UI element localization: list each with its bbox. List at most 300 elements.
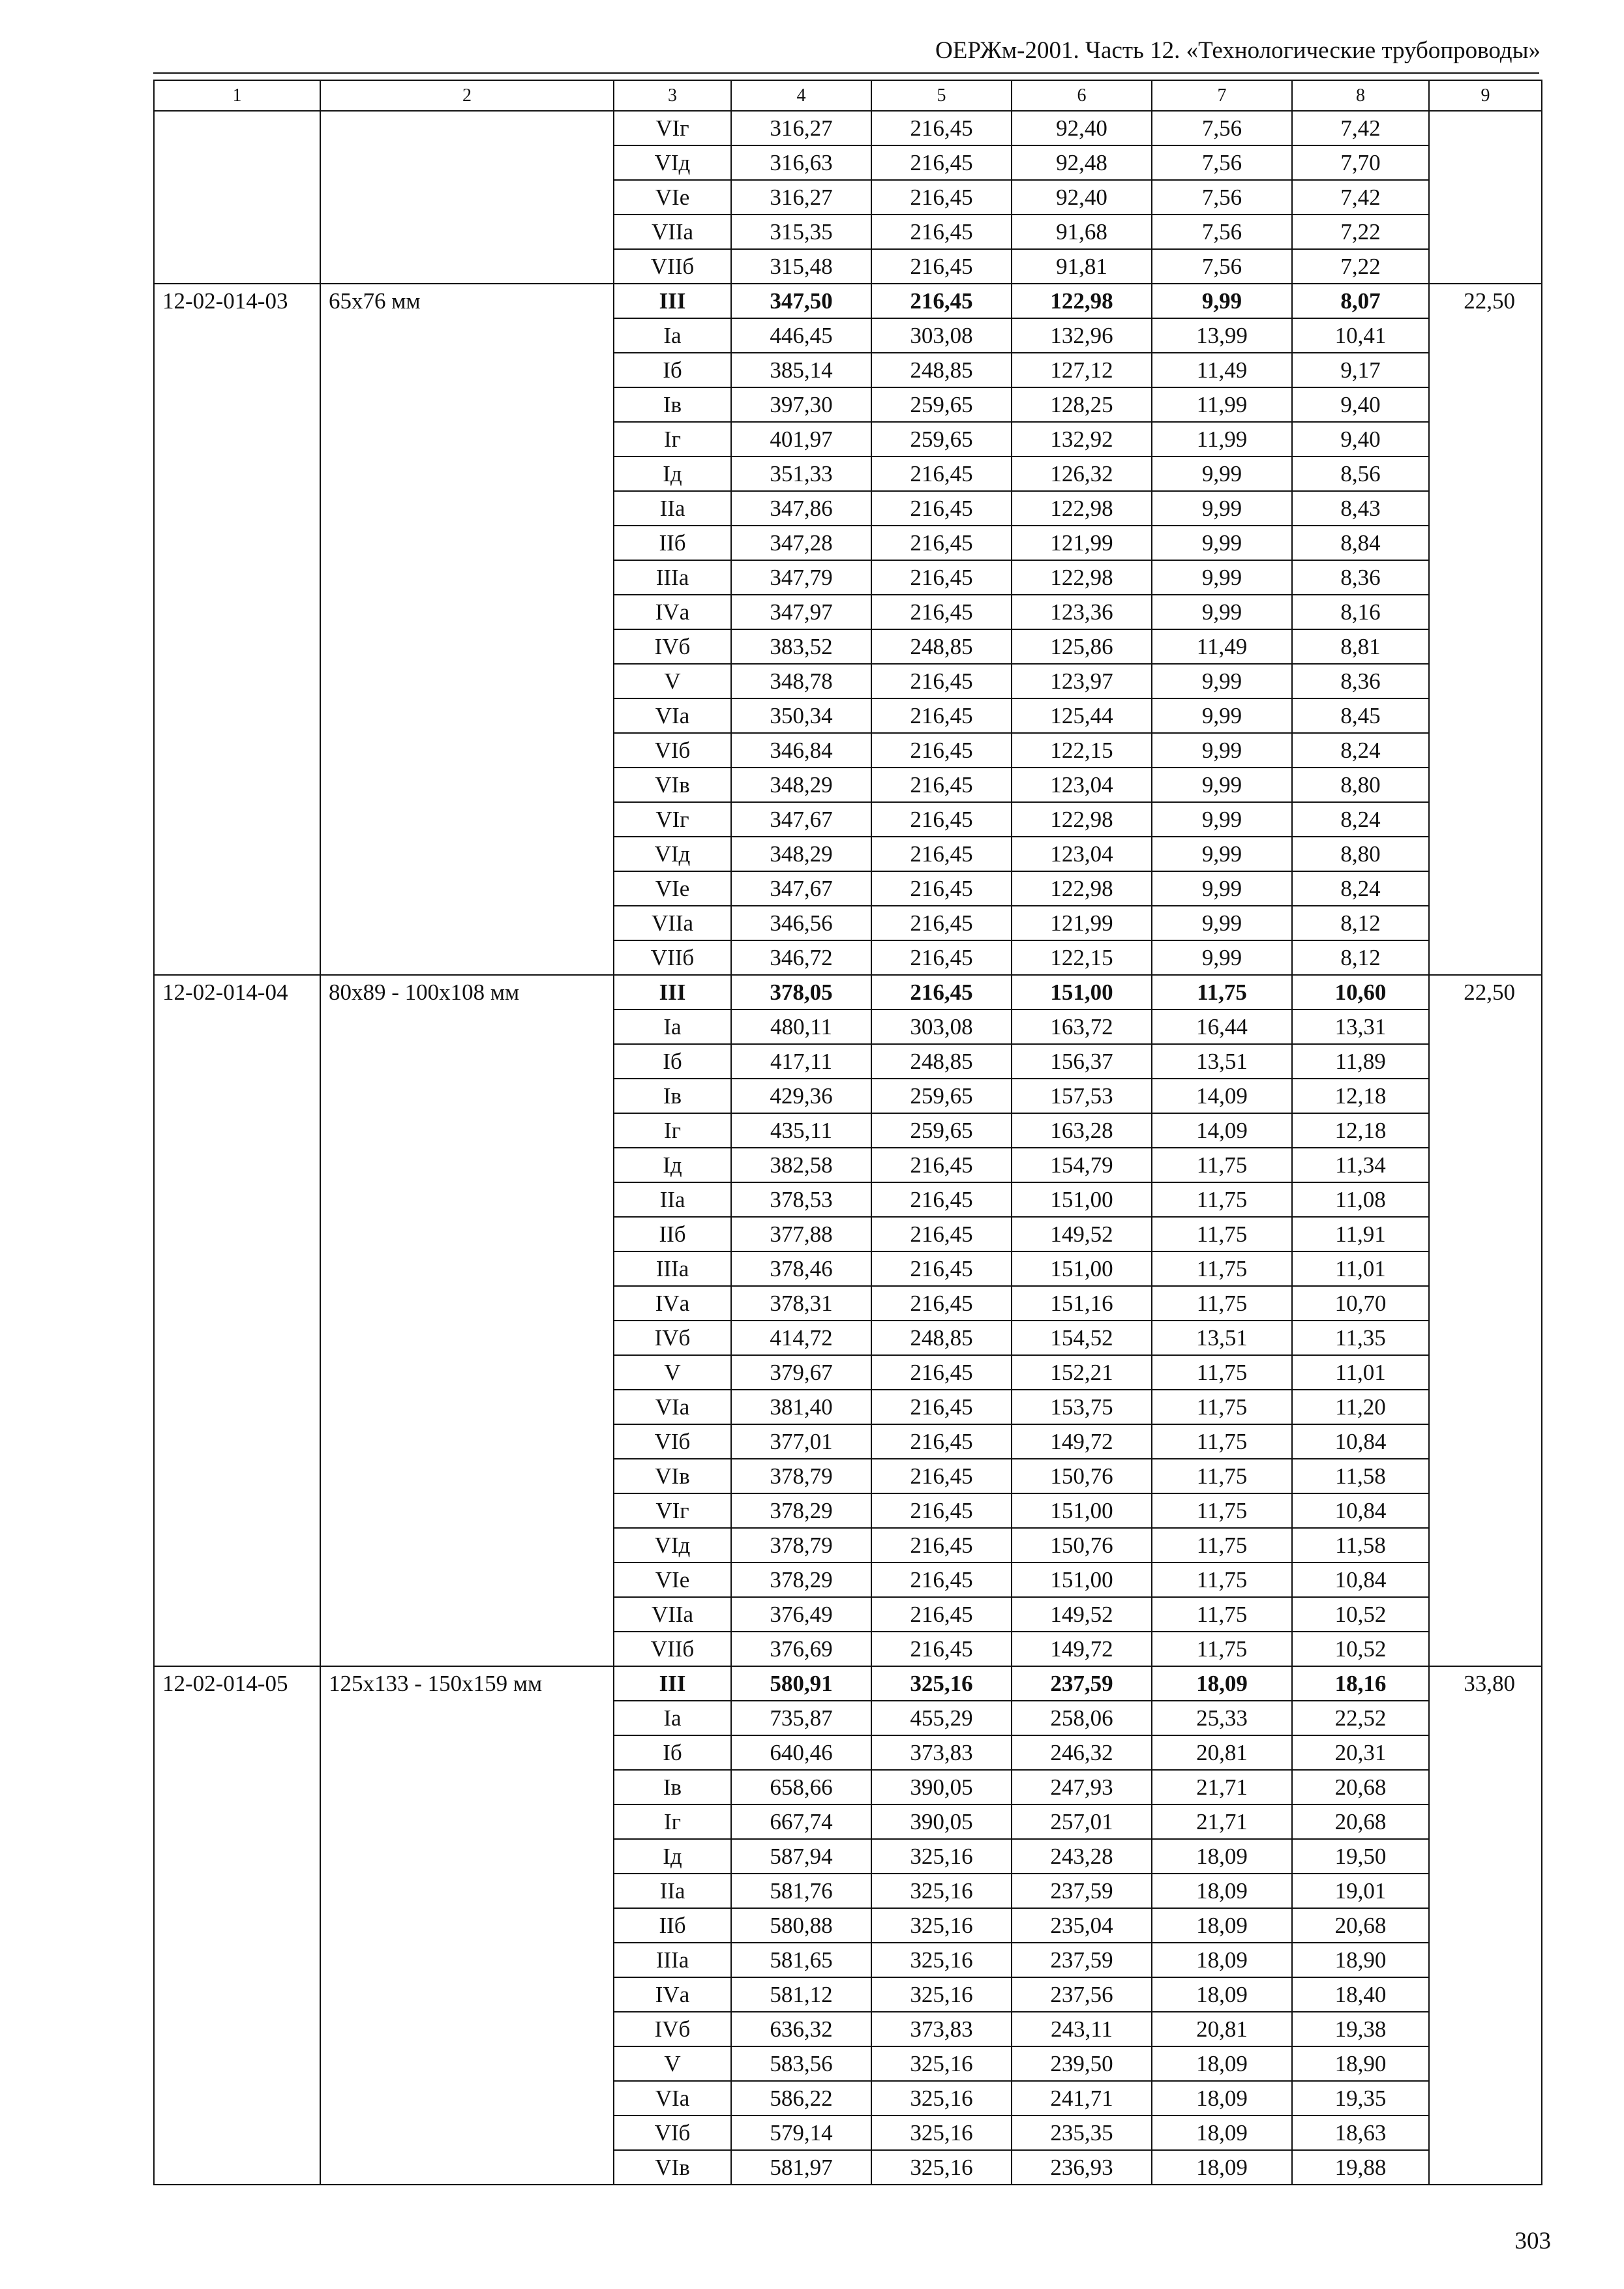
table-cell: 316,27	[731, 180, 871, 215]
table-cell: 216,45	[871, 215, 1012, 249]
table-cell: 316,63	[731, 145, 871, 180]
table-cell: 19,50	[1292, 1839, 1429, 1874]
table-cell: 8,07	[1292, 284, 1429, 318]
table-cell: 580,88	[731, 1908, 871, 1943]
table-cell: Iд	[614, 456, 731, 491]
table-cell: 18,16	[1292, 1666, 1429, 1701]
table-cell: 151,00	[1012, 1251, 1152, 1286]
table-cell: 7,56	[1152, 215, 1292, 249]
table-cell: 216,45	[871, 698, 1012, 733]
table-cell: 11,58	[1292, 1459, 1429, 1493]
table-cell: 125,86	[1012, 629, 1152, 664]
table-cell: 385,14	[731, 353, 871, 387]
table-cell: 216,45	[871, 1563, 1012, 1597]
table-cell: 8,36	[1292, 560, 1429, 595]
column-number: 5	[871, 80, 1012, 111]
table-cell: 347,86	[731, 491, 871, 526]
table-cell: V	[614, 1355, 731, 1390]
table-cell: 149,52	[1012, 1597, 1152, 1632]
table-cell: 121,99	[1012, 526, 1152, 560]
table-cell: 149,72	[1012, 1632, 1152, 1666]
table-cell: 348,78	[731, 664, 871, 698]
table-cell: 163,72	[1012, 1010, 1152, 1044]
table-cell: 315,35	[731, 215, 871, 249]
table-cell: 237,59	[1012, 1874, 1152, 1908]
table-cell: 12,18	[1292, 1079, 1429, 1113]
table-cell: 126,32	[1012, 456, 1152, 491]
table-cell: 13,51	[1152, 1321, 1292, 1355]
table-cell: VIа	[614, 1390, 731, 1424]
table-cell: 216,45	[871, 871, 1012, 906]
table-cell: 325,16	[871, 2150, 1012, 2185]
table-cell: 151,00	[1012, 975, 1152, 1010]
table-cell: 122,98	[1012, 871, 1152, 906]
table-cell: 216,45	[871, 1355, 1012, 1390]
table-cell: 435,11	[731, 1113, 871, 1148]
table-cell: 154,79	[1012, 1148, 1152, 1182]
table-cell: 325,16	[871, 1977, 1012, 2012]
table-cell: 248,85	[871, 629, 1012, 664]
table-cell: Iд	[614, 1839, 731, 1874]
table-cell: 325,16	[871, 1666, 1012, 1701]
table-cell: 11,58	[1292, 1528, 1429, 1563]
table-cell: 376,69	[731, 1632, 871, 1666]
table-cell: 586,22	[731, 2081, 871, 2116]
table-cell: 480,11	[731, 1010, 871, 1044]
rates-table-body	[154, 80, 1542, 2185]
table-cell: VIIа	[614, 215, 731, 249]
table-cell: Iв	[614, 387, 731, 422]
table-cell: 19,88	[1292, 2150, 1429, 2185]
table-cell: 8,12	[1292, 906, 1429, 940]
table-row	[154, 1666, 1542, 1701]
table-cell: 216,45	[871, 456, 1012, 491]
table-cell: 243,28	[1012, 1839, 1152, 1874]
table-cell: 236,93	[1012, 2150, 1152, 2185]
table-cell: 11,99	[1152, 387, 1292, 422]
table-cell: 378,05	[731, 975, 871, 1010]
table-cell: IIа	[614, 1874, 731, 1908]
table-cell: 216,45	[871, 1424, 1012, 1459]
table-cell: 667,74	[731, 1804, 871, 1839]
table-cell: 11,35	[1292, 1321, 1429, 1355]
table-cell: IIб	[614, 1217, 731, 1251]
table-cell: 587,94	[731, 1839, 871, 1874]
table-cell: 92,40	[1012, 180, 1152, 215]
rates-table	[153, 80, 1542, 2185]
table-cell: 9,99	[1152, 768, 1292, 802]
table-cell: 11,75	[1152, 1459, 1292, 1493]
table-cell: 132,92	[1012, 422, 1152, 456]
table-cell: III	[614, 975, 731, 1010]
table-cell: Iб	[614, 353, 731, 387]
table-cell: IIа	[614, 491, 731, 526]
table-cell: Iг	[614, 1113, 731, 1148]
table-cell: 156,37	[1012, 1044, 1152, 1079]
table-cell: 18,09	[1152, 1666, 1292, 1701]
table-cell: 581,65	[731, 1943, 871, 1977]
document-header-title: ОЕРЖм-2001. Часть 12. «Технологические трубопроводы»	[935, 37, 1541, 64]
pipe-size: 80х89 - 100х108 мм	[320, 975, 614, 1666]
table-cell: 216,45	[871, 1597, 1012, 1632]
table-cell: 348,29	[731, 837, 871, 871]
table-cell: 123,04	[1012, 837, 1152, 871]
table-cell: 373,83	[871, 1735, 1012, 1770]
table-cell: 247,93	[1012, 1770, 1152, 1804]
table-cell: VIв	[614, 768, 731, 802]
table-cell: 9,99	[1152, 560, 1292, 595]
table-cell: VIг	[614, 111, 731, 145]
table-cell: 8,12	[1292, 940, 1429, 975]
table-cell: 401,97	[731, 422, 871, 456]
pipe-size: 65х76 мм	[320, 284, 614, 975]
table-cell: 373,83	[871, 2012, 1012, 2046]
table-cell: 378,31	[731, 1286, 871, 1321]
table-cell: VIв	[614, 1459, 731, 1493]
table-cell: 259,65	[871, 387, 1012, 422]
table-cell: 10,84	[1292, 1563, 1429, 1597]
col9-value: 33,80	[1429, 1666, 1542, 2185]
table-cell: 216,45	[871, 1459, 1012, 1493]
table-cell: 237,59	[1012, 1666, 1152, 1701]
table-cell: 18,09	[1152, 1977, 1292, 2012]
table-cell: 8,24	[1292, 733, 1429, 768]
table-cell: 429,36	[731, 1079, 871, 1113]
table-cell: 11,75	[1152, 1563, 1292, 1597]
table-cell: 378,79	[731, 1459, 871, 1493]
table-cell: 21,71	[1152, 1804, 1292, 1839]
table-cell: VIб	[614, 2116, 731, 2150]
table-cell: 13,99	[1152, 318, 1292, 353]
table-cell: 350,34	[731, 698, 871, 733]
table-cell: IVа	[614, 1286, 731, 1321]
table-cell: 25,33	[1152, 1701, 1292, 1735]
table-cell: 325,16	[871, 2081, 1012, 2116]
table-cell: 9,99	[1152, 526, 1292, 560]
table-cell: VIIб	[614, 940, 731, 975]
table-cell: 11,75	[1152, 1355, 1292, 1390]
table-cell: 163,28	[1012, 1113, 1152, 1148]
table-cell: 18,40	[1292, 1977, 1429, 2012]
table-cell: 216,45	[871, 1390, 1012, 1424]
table-cell: 9,99	[1152, 456, 1292, 491]
table-cell: 91,81	[1012, 249, 1152, 284]
table-cell: Iб	[614, 1044, 731, 1079]
table-cell: 346,56	[731, 906, 871, 940]
table-cell: 11,34	[1292, 1148, 1429, 1182]
table-cell: 8,81	[1292, 629, 1429, 664]
table-cell: 316,27	[731, 111, 871, 145]
table-cell: 7,42	[1292, 111, 1429, 145]
code-cell	[154, 111, 320, 284]
table-cell: 22,52	[1292, 1701, 1429, 1735]
table-cell: 18,90	[1292, 2046, 1429, 2081]
table-cell: 216,45	[871, 1493, 1012, 1528]
table-cell: IIIа	[614, 1943, 731, 1977]
table-cell: 151,00	[1012, 1493, 1152, 1528]
table-row	[154, 284, 1542, 318]
table-cell: 7,56	[1152, 180, 1292, 215]
table-cell: 346,84	[731, 733, 871, 768]
table-cell: 216,45	[871, 595, 1012, 629]
table-cell: 8,43	[1292, 491, 1429, 526]
table-cell: 259,65	[871, 1079, 1012, 1113]
table-cell: 243,11	[1012, 2012, 1152, 2046]
table-cell: 735,87	[731, 1701, 871, 1735]
table-cell: 325,16	[871, 1839, 1012, 1874]
table-cell: 123,04	[1012, 768, 1152, 802]
table-cell: 216,45	[871, 802, 1012, 837]
table-cell: 382,58	[731, 1148, 871, 1182]
table-cell: 583,56	[731, 2046, 871, 2081]
table-cell: 11,49	[1152, 353, 1292, 387]
table-cell: 9,99	[1152, 664, 1292, 698]
table-cell: 378,46	[731, 1251, 871, 1286]
table-cell: 216,45	[871, 1217, 1012, 1251]
table-cell: IIIа	[614, 560, 731, 595]
table-cell: 216,45	[871, 906, 1012, 940]
table-cell: Iв	[614, 1770, 731, 1804]
table-cell: 151,00	[1012, 1182, 1152, 1217]
col9-value: 22,50	[1429, 975, 1542, 1666]
table-cell: 216,45	[871, 111, 1012, 145]
table-cell: 8,80	[1292, 768, 1429, 802]
table-cell: 11,75	[1152, 1251, 1292, 1286]
table-cell: 9,40	[1292, 387, 1429, 422]
table-cell: VIа	[614, 2081, 731, 2116]
table-cell: 216,45	[871, 1528, 1012, 1563]
table-cell: 216,45	[871, 526, 1012, 560]
table-cell: 10,84	[1292, 1424, 1429, 1459]
table-cell: VIIа	[614, 1597, 731, 1632]
table-cell: 239,50	[1012, 2046, 1152, 2081]
table-cell: 20,68	[1292, 1770, 1429, 1804]
column-number: 6	[1012, 80, 1152, 111]
table-cell: 397,30	[731, 387, 871, 422]
table-cell: 378,29	[731, 1493, 871, 1528]
table-cell: 18,09	[1152, 2046, 1292, 2081]
table-cell: 20,81	[1152, 2012, 1292, 2046]
table-row	[154, 975, 1542, 1010]
table-cell: VIIа	[614, 906, 731, 940]
table-cell: 18,63	[1292, 2116, 1429, 2150]
table-cell: 216,45	[871, 249, 1012, 284]
table-cell: 9,99	[1152, 491, 1292, 526]
table-cell: 303,08	[871, 318, 1012, 353]
table-cell: 325,16	[871, 1943, 1012, 1977]
table-cell: 216,45	[871, 180, 1012, 215]
table-cell: 18,90	[1292, 1943, 1429, 1977]
table-cell: 12,18	[1292, 1113, 1429, 1148]
table-cell: 132,96	[1012, 318, 1152, 353]
column-number: 4	[731, 80, 871, 111]
table-cell: 11,75	[1152, 1390, 1292, 1424]
table-cell: 151,00	[1012, 1563, 1152, 1597]
table-cell: 325,16	[871, 2046, 1012, 2081]
table-cell: 7,70	[1292, 145, 1429, 180]
table-cell: VIе	[614, 1563, 731, 1597]
table-cell: 658,66	[731, 1770, 871, 1804]
table-cell: 377,01	[731, 1424, 871, 1459]
table-cell: 417,11	[731, 1044, 871, 1079]
table-cell: 381,40	[731, 1390, 871, 1424]
table-cell: VIд	[614, 145, 731, 180]
table-cell: 11,75	[1152, 1424, 1292, 1459]
table-cell: 8,24	[1292, 802, 1429, 837]
table-cell: 9,99	[1152, 733, 1292, 768]
table-cell: 13,31	[1292, 1010, 1429, 1044]
table-cell: 9,99	[1152, 871, 1292, 906]
rate-code: 12-02-014-04	[154, 975, 320, 1666]
table-cell: 347,79	[731, 560, 871, 595]
table-cell: 18,09	[1152, 2150, 1292, 2185]
table-cell: 216,45	[871, 1286, 1012, 1321]
table-cell: 315,48	[731, 249, 871, 284]
table-cell: 258,06	[1012, 1701, 1152, 1735]
table-cell: 7,56	[1152, 145, 1292, 180]
table-cell: 8,16	[1292, 595, 1429, 629]
table-cell: 157,53	[1012, 1079, 1152, 1113]
table-cell: 580,91	[731, 1666, 871, 1701]
description-cell	[320, 111, 614, 284]
table-cell: Iг	[614, 422, 731, 456]
rate-code: 12-02-014-03	[154, 284, 320, 975]
table-cell: 346,72	[731, 940, 871, 975]
table-cell: 10,52	[1292, 1632, 1429, 1666]
table-cell: 351,33	[731, 456, 871, 491]
table-cell: 20,68	[1292, 1908, 1429, 1943]
table-cell: 325,16	[871, 1908, 1012, 1943]
table-cell: 216,45	[871, 1632, 1012, 1666]
table-cell: 92,48	[1012, 145, 1152, 180]
table-cell: 18,09	[1152, 2116, 1292, 2150]
table-cell: 11,75	[1152, 1597, 1292, 1632]
table-cell: IIа	[614, 1182, 731, 1217]
table-cell: 92,40	[1012, 111, 1152, 145]
table-cell: 11,89	[1292, 1044, 1429, 1079]
table-cell: 151,16	[1012, 1286, 1152, 1321]
table-cell: 7,22	[1292, 249, 1429, 284]
table-cell: VIд	[614, 1528, 731, 1563]
table-cell: 18,09	[1152, 2081, 1292, 2116]
column-number: 1	[154, 80, 320, 111]
table-cell: IIб	[614, 1908, 731, 1943]
table-cell: 152,21	[1012, 1355, 1152, 1390]
table-cell: 11,75	[1152, 1493, 1292, 1528]
table-cell: 9,40	[1292, 422, 1429, 456]
table-cell: 9,17	[1292, 353, 1429, 387]
table-cell: VIIб	[614, 249, 731, 284]
table-cell: 91,68	[1012, 215, 1152, 249]
table-cell: 216,45	[871, 733, 1012, 768]
table-cell: 11,75	[1152, 1528, 1292, 1563]
table-cell: 446,45	[731, 318, 871, 353]
table-cell: 9,99	[1152, 698, 1292, 733]
table-cell: 216,45	[871, 975, 1012, 1010]
table-cell: 390,05	[871, 1770, 1012, 1804]
table-cell: 9,99	[1152, 595, 1292, 629]
table-cell: 347,28	[731, 526, 871, 560]
table-cell: 128,25	[1012, 387, 1152, 422]
table-cell: 11,01	[1292, 1251, 1429, 1286]
table-cell: 121,99	[1012, 906, 1152, 940]
table-cell: 20,68	[1292, 1804, 1429, 1839]
table-cell: 325,16	[871, 2116, 1012, 2150]
table-cell: 11,75	[1152, 1286, 1292, 1321]
table-cell: 18,09	[1152, 1943, 1292, 1977]
table-cell: IVб	[614, 2012, 731, 2046]
table-cell: 216,45	[871, 940, 1012, 975]
table-cell: IVа	[614, 1977, 731, 2012]
table-cell: VIв	[614, 2150, 731, 2185]
table-cell: 248,85	[871, 353, 1012, 387]
table-cell: 8,80	[1292, 837, 1429, 871]
table-cell: VIг	[614, 802, 731, 837]
table-cell: 241,71	[1012, 2081, 1152, 2116]
table-cell: Iв	[614, 1079, 731, 1113]
table-cell: 11,20	[1292, 1390, 1429, 1424]
table-cell: IIIа	[614, 1251, 731, 1286]
table-cell: VIIб	[614, 1632, 731, 1666]
table-cell: 640,46	[731, 1735, 871, 1770]
column-number: 2	[320, 80, 614, 111]
table-cell: 455,29	[871, 1701, 1012, 1735]
table-cell: 325,16	[871, 1874, 1012, 1908]
table-cell: 123,97	[1012, 664, 1152, 698]
table-cell: 21,71	[1152, 1770, 1292, 1804]
table-cell: 154,52	[1012, 1321, 1152, 1355]
table-cell: 216,45	[871, 284, 1012, 318]
table-cell: 11,75	[1152, 1217, 1292, 1251]
table-cell: 7,42	[1292, 180, 1429, 215]
table-cell: 14,09	[1152, 1113, 1292, 1148]
table-cell: 378,29	[731, 1563, 871, 1597]
table-cell: 125,44	[1012, 698, 1152, 733]
table-cell: 390,05	[871, 1804, 1012, 1839]
table-cell: Iа	[614, 318, 731, 353]
column-number: 8	[1292, 80, 1429, 111]
table-cell: 235,04	[1012, 1908, 1152, 1943]
table-cell: 150,76	[1012, 1459, 1152, 1493]
table-cell: 216,45	[871, 768, 1012, 802]
table-cell: 9,99	[1152, 837, 1292, 871]
table-cell: Iд	[614, 1148, 731, 1182]
table-cell: 579,14	[731, 2116, 871, 2150]
table-cell: 18,09	[1152, 1839, 1292, 1874]
table-cell: 10,84	[1292, 1493, 1429, 1528]
table-cell: 8,56	[1292, 456, 1429, 491]
table-cell: 259,65	[871, 422, 1012, 456]
table-cell: 414,72	[731, 1321, 871, 1355]
table-cell: III	[614, 1666, 731, 1701]
table-cell: 257,01	[1012, 1804, 1152, 1839]
table-cell: 9,99	[1152, 802, 1292, 837]
rate-code: 12-02-014-05	[154, 1666, 320, 2185]
table-cell: VIа	[614, 698, 731, 733]
table-row	[154, 111, 1542, 145]
table-cell: 11,75	[1152, 1148, 1292, 1182]
table-cell: 216,45	[871, 1182, 1012, 1217]
table-cell: 122,98	[1012, 491, 1152, 526]
table-cell: Iг	[614, 1804, 731, 1839]
pipe-size: 125х133 - 150х159 мм	[320, 1666, 614, 2185]
table-cell: 246,32	[1012, 1735, 1152, 1770]
table-cell: 10,41	[1292, 318, 1429, 353]
table-cell: 7,56	[1152, 249, 1292, 284]
table-cell: 11,75	[1152, 1632, 1292, 1666]
table-cell: 8,45	[1292, 698, 1429, 733]
table-cell: 248,85	[871, 1321, 1012, 1355]
